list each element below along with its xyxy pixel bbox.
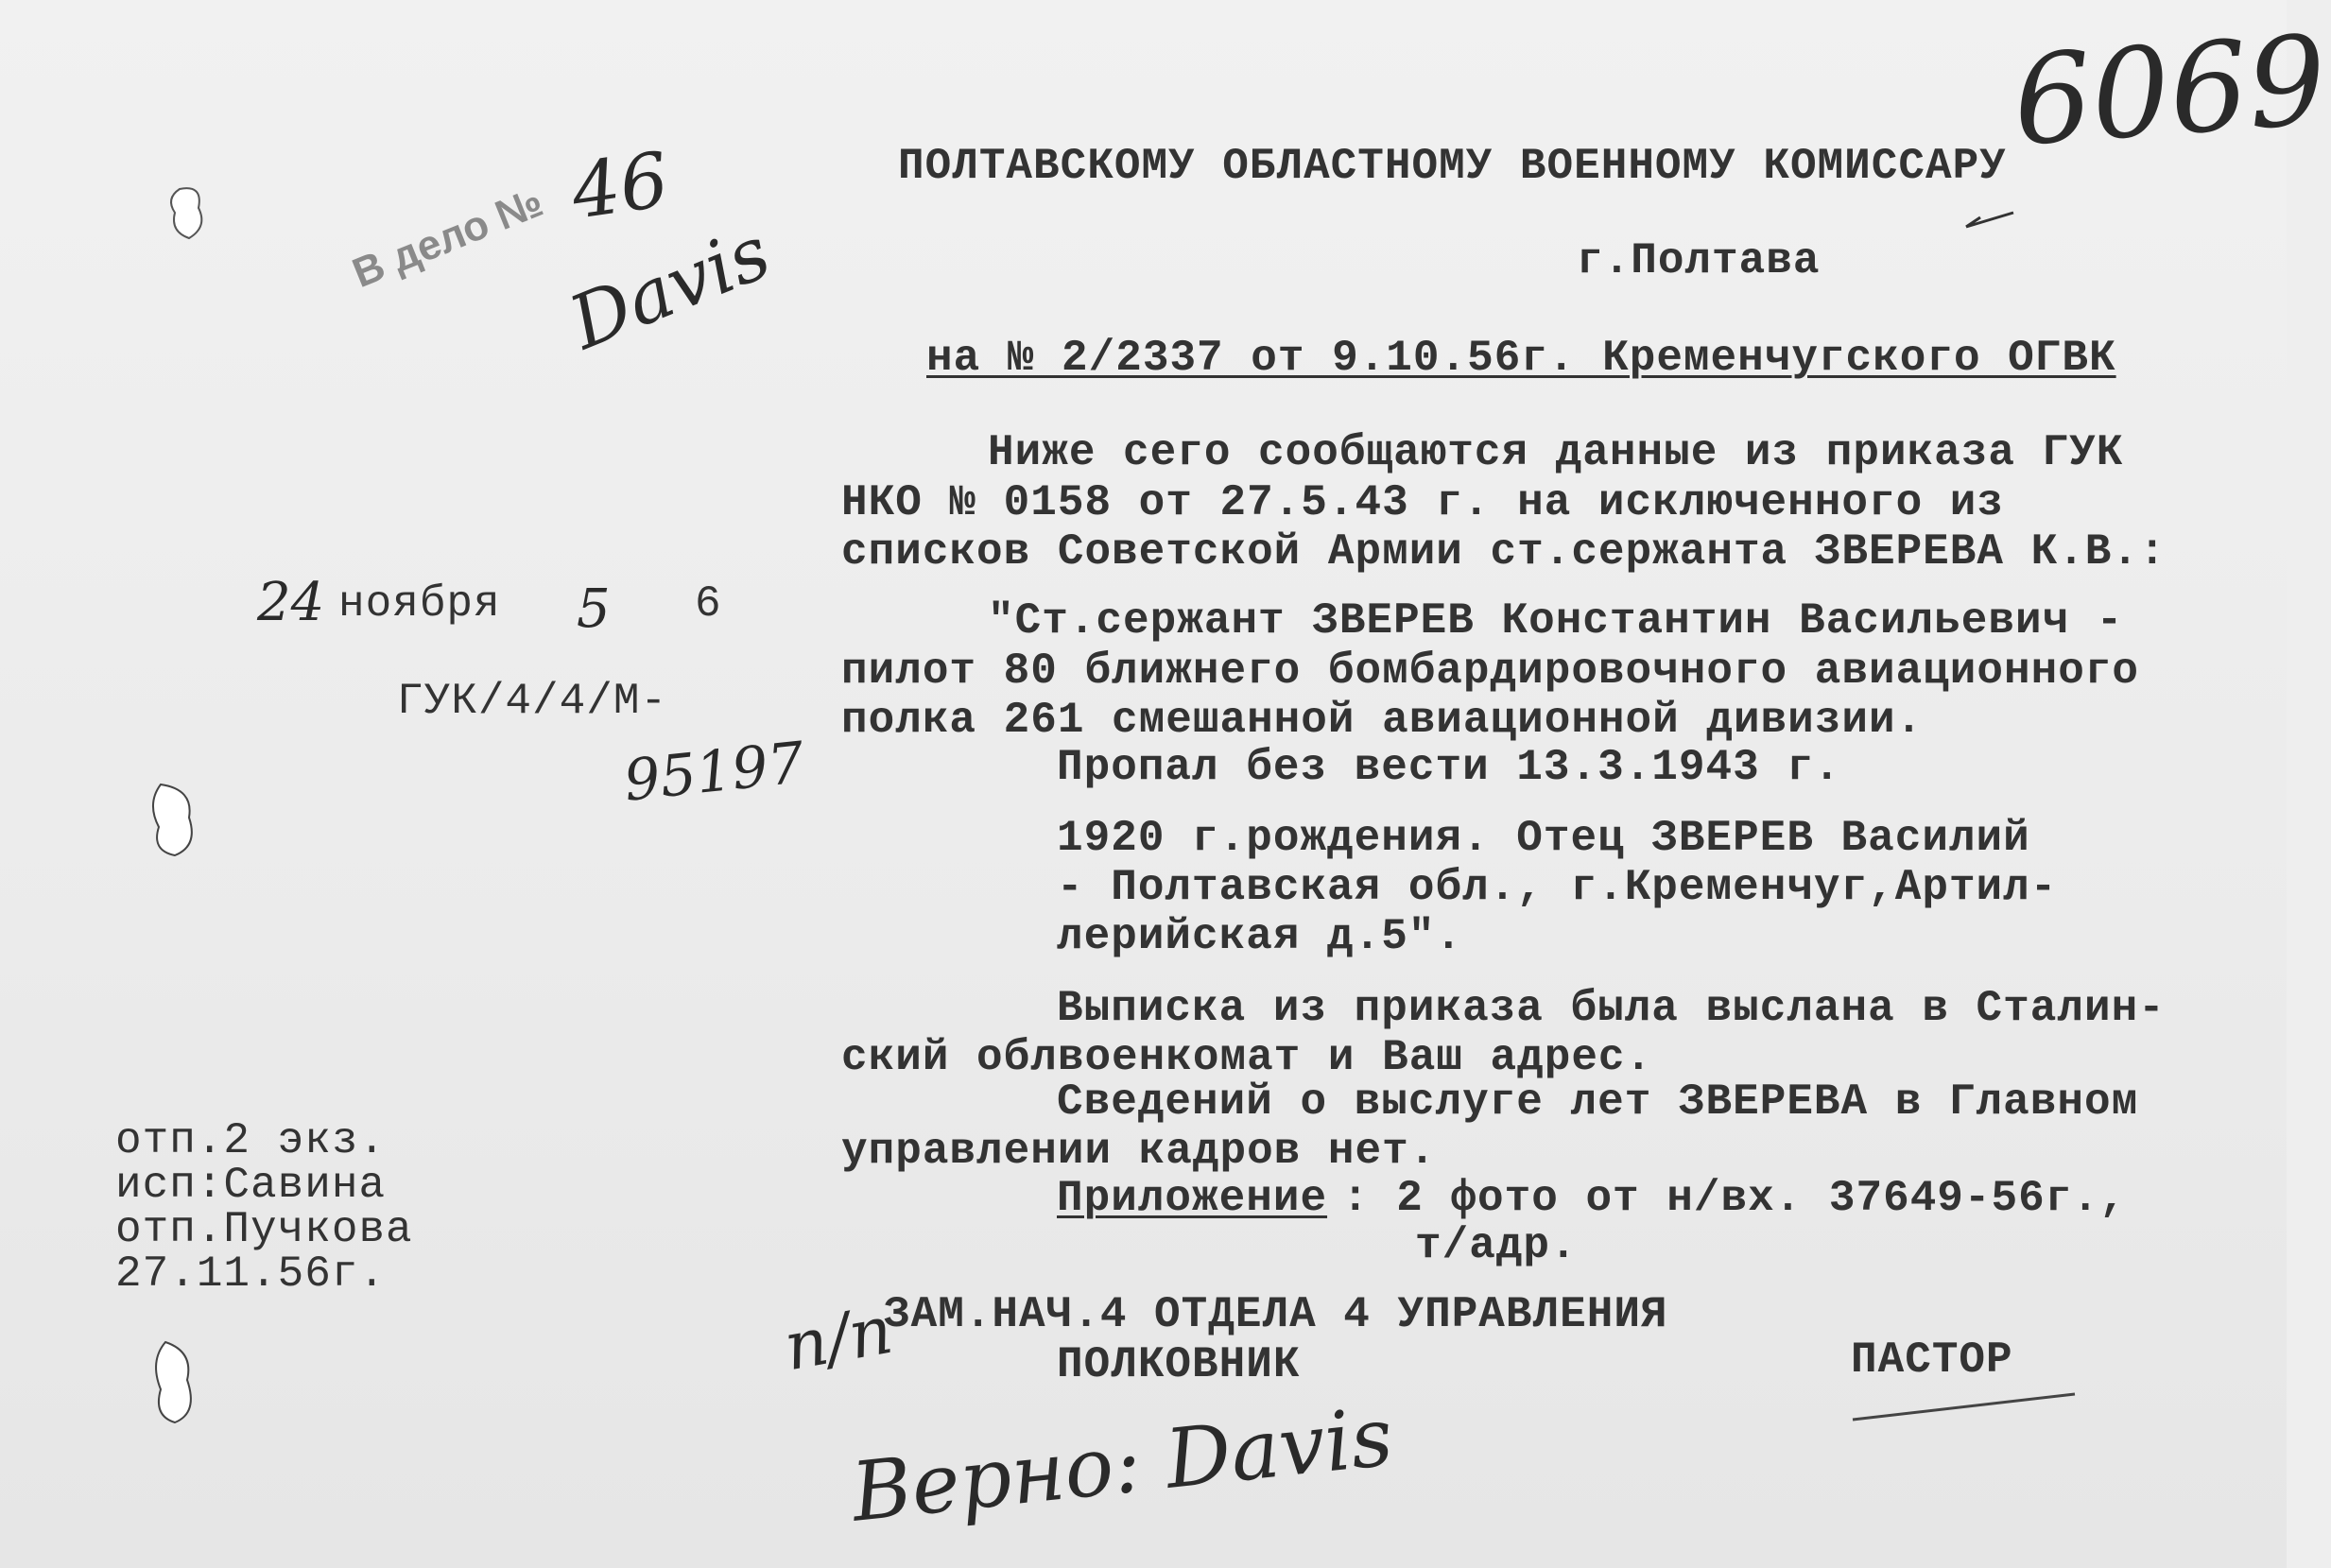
body-para1-line1: Ниже сего сообщаются данные из приказа ГУК xyxy=(988,428,2124,477)
extract-line2: ский облвоенкомат и Ваш адрес. xyxy=(841,1033,1653,1082)
quote-line3: полка 261 смешанной авиационной дивизии. xyxy=(841,696,1924,745)
copies-line3: отп.Пучкова xyxy=(115,1205,413,1254)
registry-number-handwritten: 95197 xyxy=(620,730,808,815)
body-para1-line2: НКО № 0158 от 27.5.43 г. на исключенного из xyxy=(841,478,2004,527)
copies-line2: исп:Савина xyxy=(115,1161,387,1210)
corner-number-handwritten: 6069 xyxy=(2009,8,2331,174)
date-year-digit: 6 xyxy=(695,579,722,629)
body-para1-line3: списков Советской Армии ст.сержанта ЗВЕРЕВА К.В.: xyxy=(841,527,2167,577)
addressee-city: г.Полтава xyxy=(1577,236,1821,285)
date-day-handwritten: 24 xyxy=(257,572,325,633)
handwritten-verified: Верно: Davis xyxy=(847,1389,1397,1541)
signatory-position: ЗАМ.НАЧ.4 ОТДЕЛА 4 УПРАВЛЕНИЯ xyxy=(884,1290,1668,1339)
arrow-mark xyxy=(1961,203,2018,241)
date-month: ноября xyxy=(338,579,501,629)
attachment-label: Приложение xyxy=(1057,1174,1328,1223)
quote-line1: "Ст.сержант ЗВЕРЕВ Константин Васильевич - xyxy=(988,596,2124,646)
copies-line4: 27.11.56г. xyxy=(115,1249,387,1299)
handwritten-pp: п/п xyxy=(778,1290,899,1387)
extract-line1: Выписка из приказа была выслана в Сталин- xyxy=(1057,984,2166,1033)
attachment-text: : 2 фото от н/вх. 37649-56г., xyxy=(1342,1174,2127,1223)
service-line2: управлении кадров нет. xyxy=(841,1127,1437,1176)
signatory-rank: ПОЛКОВНИК xyxy=(1057,1340,1301,1389)
signatory-name: ПАСТОР xyxy=(1851,1335,2013,1385)
reference-line: на № 2/2337 от 9.10.56г. Кременчугского ОГВК xyxy=(926,334,2116,383)
signature-line xyxy=(1853,1389,2080,1427)
birth-line3: лерийская д.5". xyxy=(1057,912,1463,961)
punch-hole-middle xyxy=(142,775,208,870)
file-number-handwritten: 46 xyxy=(566,135,674,236)
addressee-line: ПОЛТАВСКОМУ ОБЛАСТНОМУ ВОЕННОМУ КОМИССАРУ xyxy=(898,142,2007,191)
punch-hole-top xyxy=(161,180,217,255)
quote-line2: пилот 80 ближнего бомбардировочного авиационного xyxy=(841,646,2140,696)
punch-hole-bottom xyxy=(142,1333,208,1437)
missing-line: Пропал без вести 13.3.1943 г. xyxy=(1057,743,1841,792)
date-year-digit-handwritten: 5 xyxy=(577,578,611,640)
birth-line1: 1920 г.рождения. Отец ЗВЕРЕВ Василий xyxy=(1057,814,2030,863)
initials-signature: Davis xyxy=(559,210,783,367)
registry-code: ГУК/4/4/М- xyxy=(397,677,668,726)
file-stamp: В дело № xyxy=(346,179,550,298)
birth-line2: - Полтавская обл., г.Кременчуг,Артил- xyxy=(1057,863,2058,912)
attachment-text2: т/адр. xyxy=(1415,1221,1578,1270)
service-line1: Сведений о выслуге лет ЗВЕРЕВА в Главном xyxy=(1057,1077,2139,1127)
copies-line1: отп.2 экз. xyxy=(115,1116,387,1165)
